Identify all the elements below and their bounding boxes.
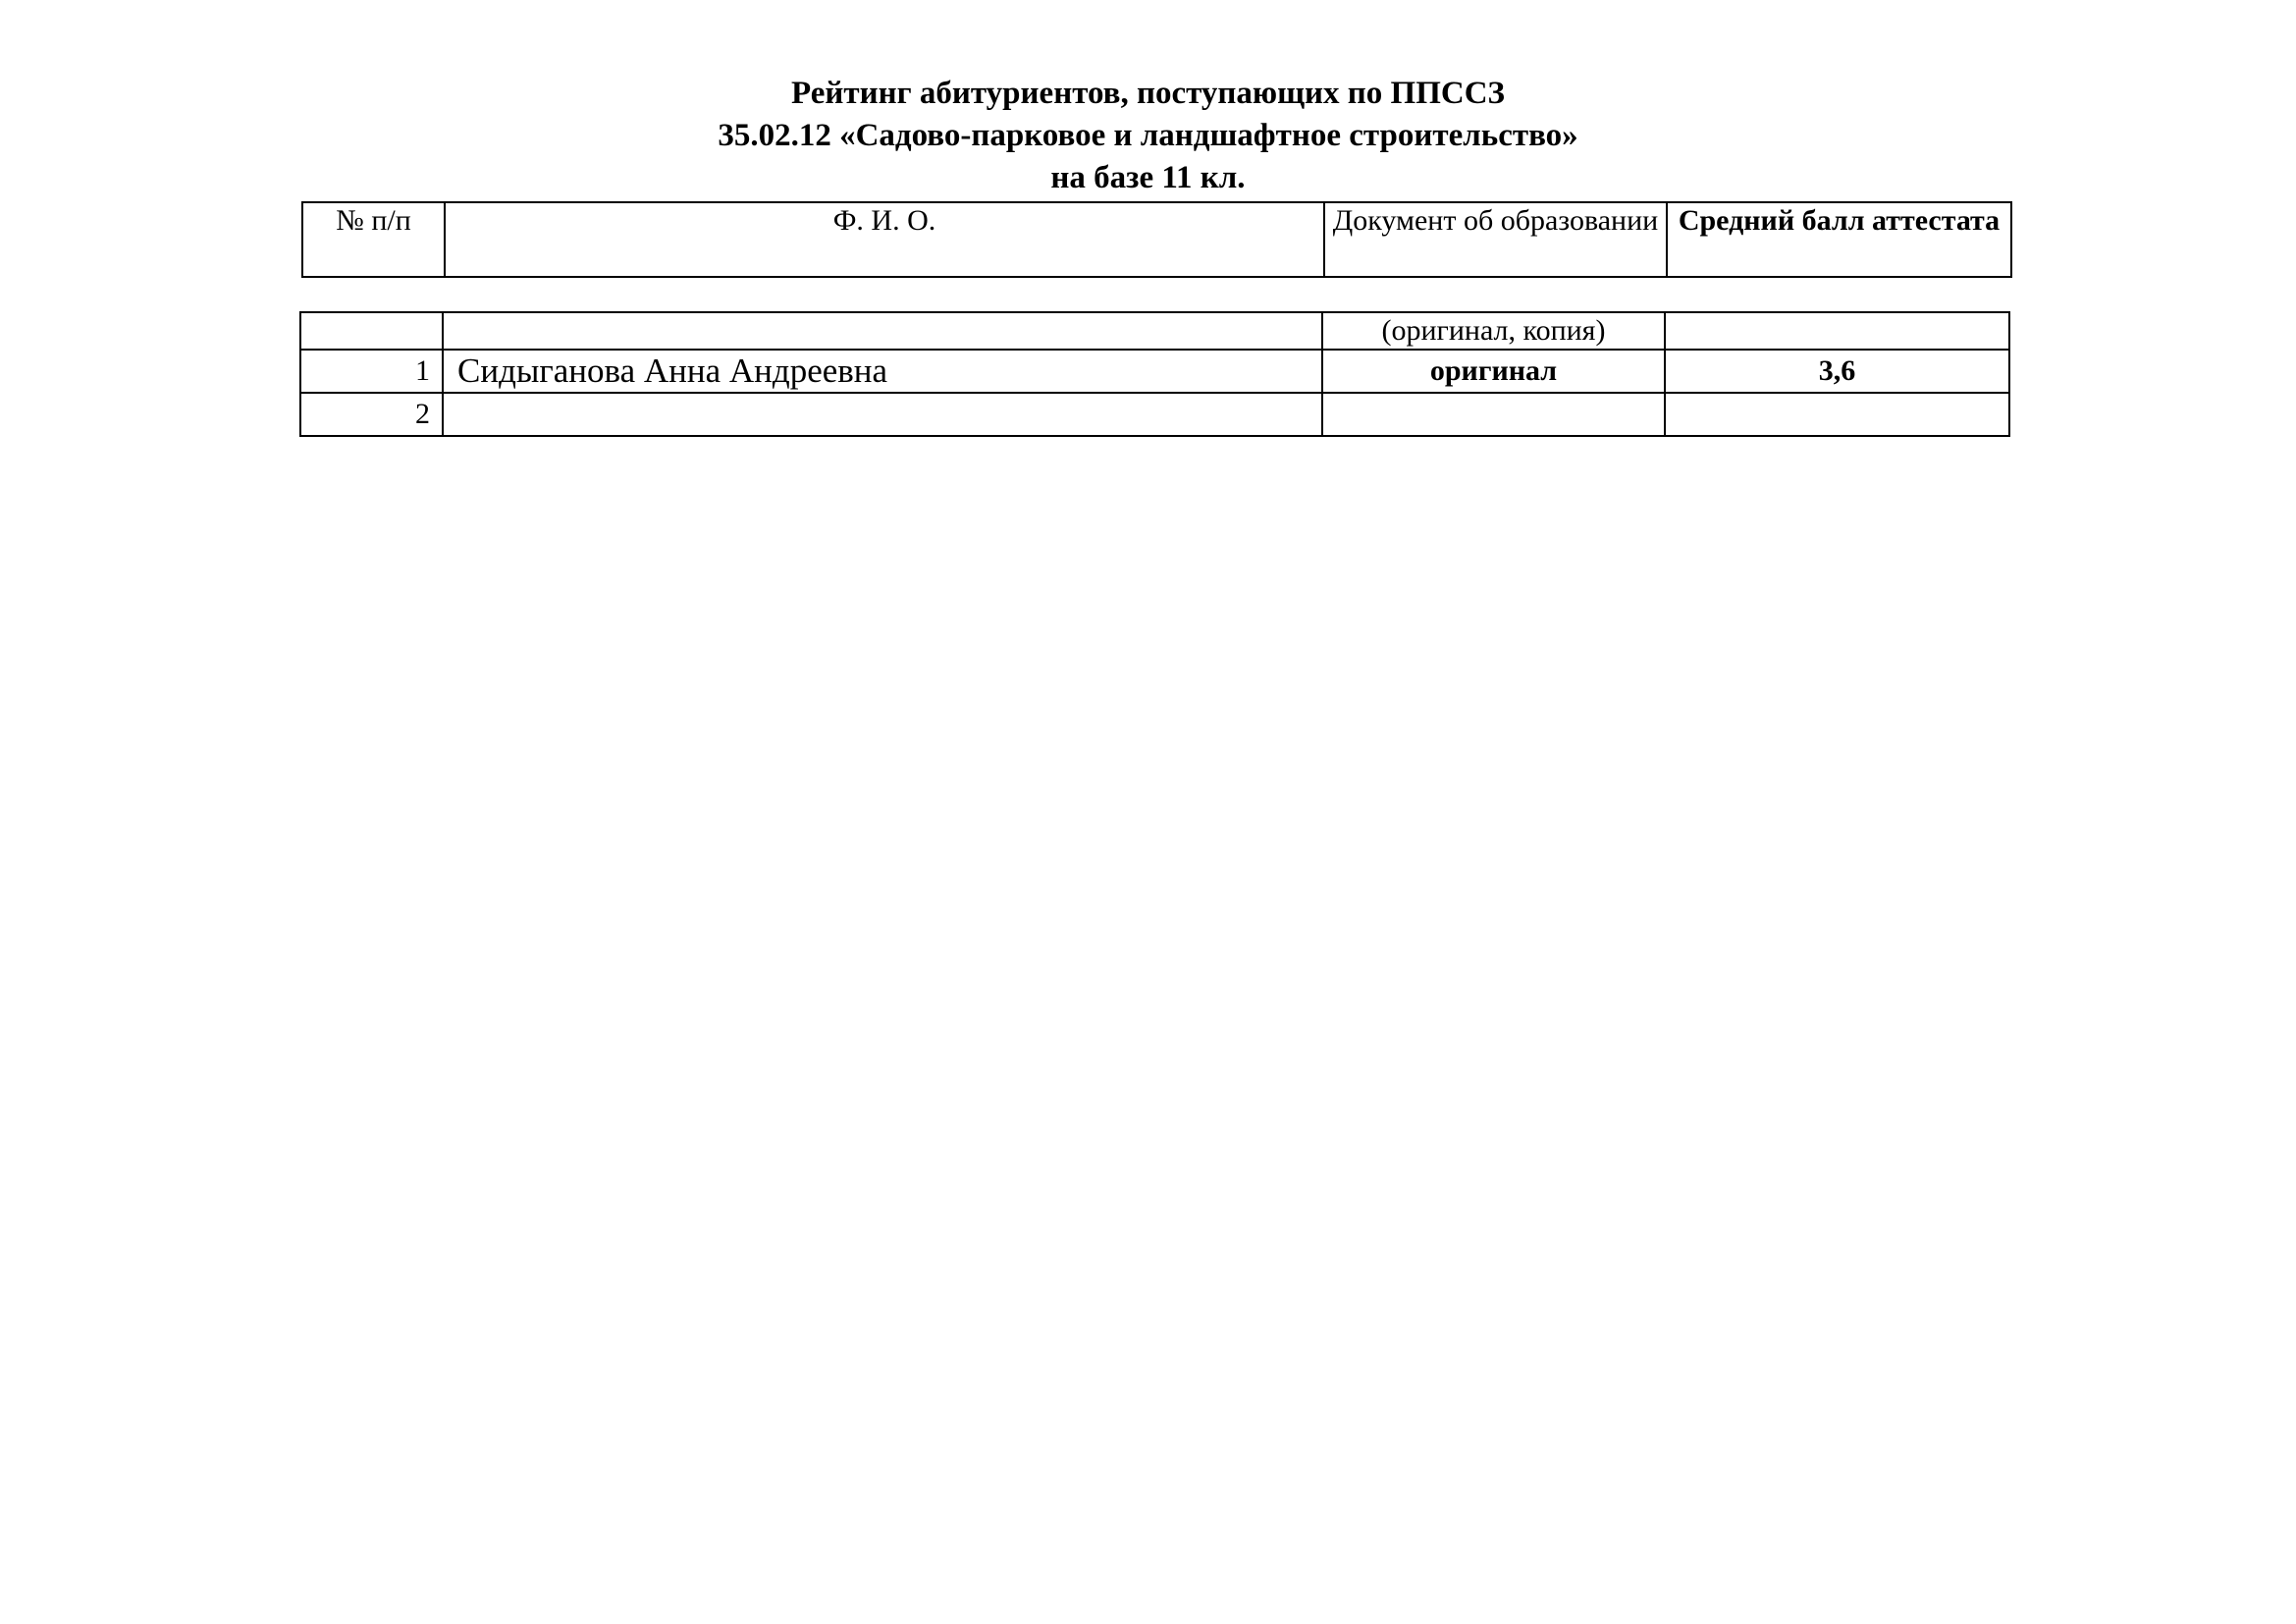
subheader-score-cell [1665,312,2009,350]
header-num: № п/п [302,202,445,277]
row-num: 1 [300,350,443,393]
document-title-line-2: 35.02.12 «Садово-парковое и ландшафтное строительство» [718,118,1578,153]
row-doc [1322,393,1665,436]
data-table [299,311,2010,437]
header-table [301,201,2012,278]
row-name: Сидыганова Анна Андреевна [443,350,1322,393]
header-score: Средний балл аттестата [1667,202,2011,277]
header-row [302,202,2011,277]
document-title-line-3: на базе 11 кл. [1050,160,1246,195]
document-title-line-1: Рейтинг абитуриентов, поступающих по ППССЗ [791,76,1505,111]
row-num: 2 [300,393,443,436]
row-name [443,393,1322,436]
header-name: Ф. И. О. [445,202,1324,277]
subheader-row [300,312,2009,350]
row-doc: оригинал [1322,350,1665,393]
subheader-num-cell [300,312,443,350]
row-score: 3,6 [1665,350,2009,393]
row-score [1665,393,2009,436]
header-doc: Документ об образовании [1324,202,1667,277]
table-row [300,350,2009,393]
subheader-name-cell [443,312,1322,350]
table-row [300,393,2009,436]
subheader-doc: (оригинал, копия) [1322,312,1665,350]
